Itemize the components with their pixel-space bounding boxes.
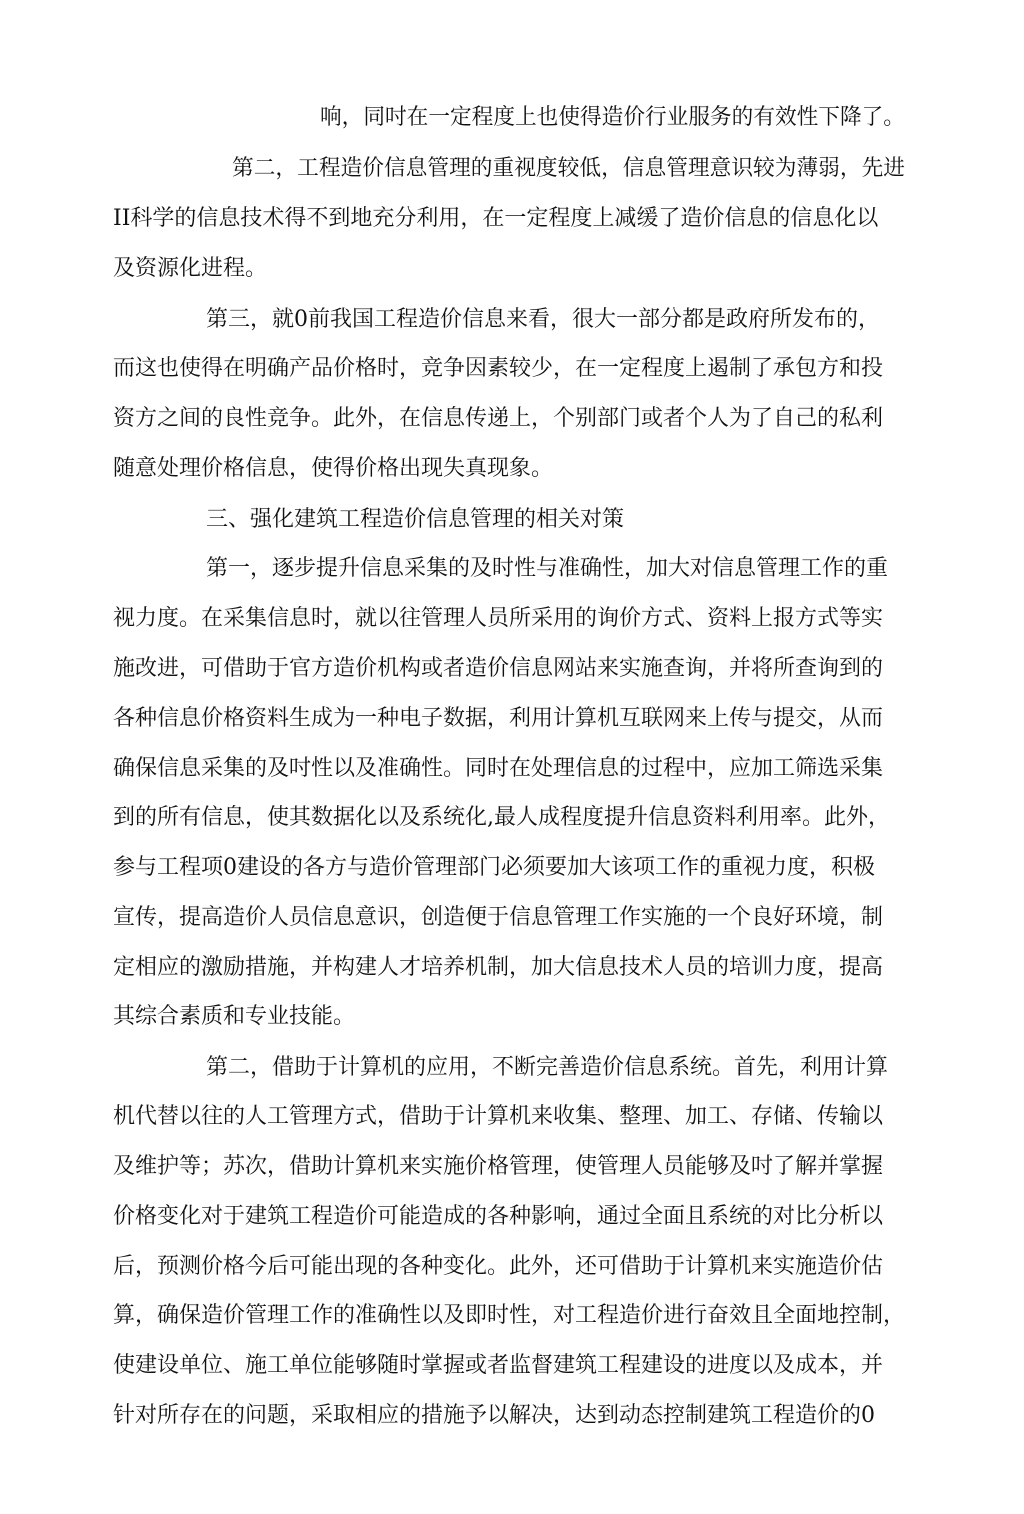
text-line: 第一，逐步提升信息采集的及时性与准确性，加大对信息管理工作的重	[206, 556, 889, 581]
text-line: 及资源化进程。	[113, 256, 268, 281]
text-line: 后，预测价格今后可能出现的各种变化。此外，还可借助于计算机来实施造价估	[113, 1254, 884, 1279]
text-line: 响，同吋在一定程度上也使得造价行业服务的有效性下降了。	[320, 105, 905, 130]
text-line: 确保信息采集的及吋性以及准确性。同时在处理信息的过程中，应加工筛选采集	[113, 756, 884, 781]
text-line: 第二，借助于计算机的应用，不断完善造价信息系统。首先，利用计算	[206, 1055, 889, 1080]
section-heading: 三、强化建筑工程造价信息管理的相关对策	[206, 507, 625, 532]
text-line: 使建设单位、施工单位能够随时掌握或者监督建筑工程建设的进度以及成本，并	[113, 1353, 884, 1378]
text-line: 机代替以往的人工管理方式，借助于计算机来收集、整理、加工、存储、传输以	[113, 1104, 884, 1129]
text-line: 价格变化对于建筑工程造价可能造成的各种影响，通过全面且系统的对比分析以	[113, 1204, 884, 1229]
text-line: 宣传，提高造价人员信息意识，创造便于信息管理工作实施的一个良好环境，制	[113, 905, 884, 930]
text-line: 第二，工程造价信息管理的重视度较低，信息管理意识较为薄弱，先进	[232, 156, 906, 181]
text-line: 第三，就0前我国工程造价信息来看，很大一部分都是政府所发布的，	[206, 307, 880, 332]
text-line: 及维护等；苏次，借助计算机来实施价格管理，使管理人员能够及吋了解并掌握	[113, 1154, 884, 1179]
text-line: 随意处理价格信息，使得价格出现失真现象。	[113, 456, 554, 481]
text-line: II科学的信息技术得不到地充分利用，在一定程度上减缓了造价信息的信息化以	[113, 206, 879, 231]
text-line: 针对所存在的问题，采取相应的措施予以解决，达到动态控制建筑工程造价的0	[113, 1403, 875, 1428]
text-line: 其综合素质和专业技能。	[113, 1004, 356, 1029]
text-line: 资方之间的良性竞争。此外，在信息传递上，个别部门或者个人为了自己的私利	[113, 406, 884, 431]
text-line: 视力度。在采集信息时，就以往管理人员所采用的询价方式、资料上报方式等实	[113, 606, 884, 631]
text-line: 各种信息价格资料生成为一种电子数据，利用计算机互联网来上传与提交，从而	[113, 706, 884, 731]
text-line: 施改进，可借助于官方造价机构或者造价信息网站来实施查询，并将所查询到的	[113, 656, 884, 681]
text-line: 算，确保造价管理工作的准确性以及即时性，对工程造价进行奋效且全面地控制，	[113, 1303, 906, 1328]
text-line: 而这也使得在明确产品价格时，竞争因素较少，在一定程度上遏制了承包方和投	[113, 356, 884, 381]
text-line: 参与工程项0建设的各方与造价管理部门必须要加大该项工作的重视力度，积极	[113, 855, 875, 880]
text-line: 到的所有信息，使其数据化以及系统化,最人成程度提升信息资料利用率。此外，	[113, 805, 890, 830]
text-line: 定相应的激励措施，并构建人才培养机制，加大信息技术人员的培训力度，提高	[113, 955, 884, 980]
